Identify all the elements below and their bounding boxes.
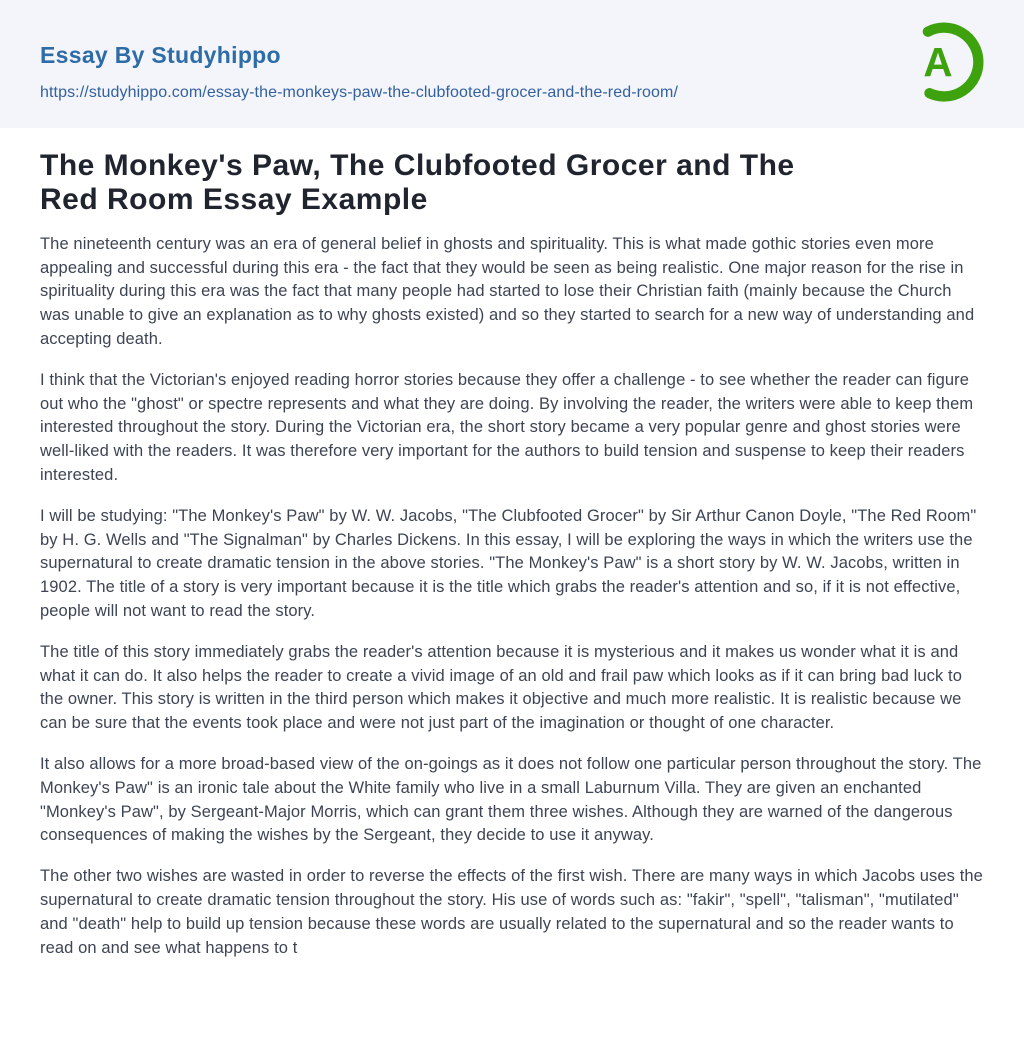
essay-paragraph: The title of this story immediately grabs the reader's attention because it is mysterious and it makes us wonder what it is and what it can do. It also helps the reader to create a vivid image of an old and frail paw which looks as if it can bring bad luck to the owner. This story is written in the third person which makes it objective and much more realistic. It is realistic because we can be sure that the events took place and were not just part of the imagination or thought of one character.	[40, 642, 963, 733]
essay-paragraph: The nineteenth century was an era of general belief in ghosts and spirituality. This is what made gothic stories even more appealing and successful during this era - the fact that they would be seen as being realistic. One major reason for the rise in spirituality during this era was the fact that many people had started to lose their Christian faith (mainly because the Church was unable to give an explanation as to why ghosts existed) and so they started to search for a new way of understanding and accepting death.	[40, 234, 975, 348]
page-url-link[interactable]: https://studyhippo.com/essay-the-monkeys-paw-the-clubfooted-grocer-and-the-red-room/	[40, 83, 679, 101]
essay-paragraph: I will be studying: "The Monkey's Paw" by W. W. Jacobs, "The Clubfooted Grocer" by Sir Arthur Canon Doyle, "The Red Room" by H. G. Wells and "The Signalman" by Charles Dickens. In this essay, I will be exploring the ways in which the writers use the supernatural to create dramatic tension in the above stories. "The Monkey's Paw" is a short story by W. W. Jacobs, written in 1902. The title of a story is very important because it is the title which grabs the reader's attention and so, if it is not effective, people will not want to read the story.	[40, 506, 977, 620]
studyhippo-logo	[901, 19, 987, 105]
essay-paragraph: The other two wishes are wasted in order to reverse the effects of the first wish. There are many ways in which Jacobs uses the supernatural to create dramatic tension throughout the story. His use of words such as: "fakir", "spell", "talisman", "mutilated" and "death" help to build up tension because these words are usually related to the supernatural and so the reader wants to read on and see what happens to t	[40, 867, 983, 957]
essay-paragraph: It also allows for a more broad-based view of the on-goings as it does not follow one particular person throughout the story. The Monkey's Paw" is an ironic tale about the White family who live in a small Laburnum Villa. They are given an enchanted "Monkey's Paw", by Sergeant-Major Morris, which can grant them three wishes. Although they are warned of the dangerous consequences of making the wishes by the Sergeant, they decide to use it anyway.	[40, 754, 982, 845]
essay-title: The Monkey's Paw, The Clubfooted Grocer and The Red Room Essay Example	[40, 149, 795, 216]
logo-letter: A	[923, 38, 953, 85]
page-header	[0, 0, 1024, 128]
site-title: Essay By Studyhippo	[40, 42, 281, 68]
essay-content	[0, 128, 1024, 960]
studyhippo-logo-icon	[901, 19, 987, 105]
essay-paragraph: I think that the Victorian's enjoyed reading horror stories because they offer a challenge - to see whether the reader can figure out who the "ghost" or spectre represents and what they are doing. By involving the reader, the writers were able to keep them interested throughout the story. During the Victorian era, the short story became a very popular genre and ghost stories were well-liked with the readers. It was therefore very important for the authors to build tension and suspense to keep their readers interested.	[40, 370, 974, 484]
